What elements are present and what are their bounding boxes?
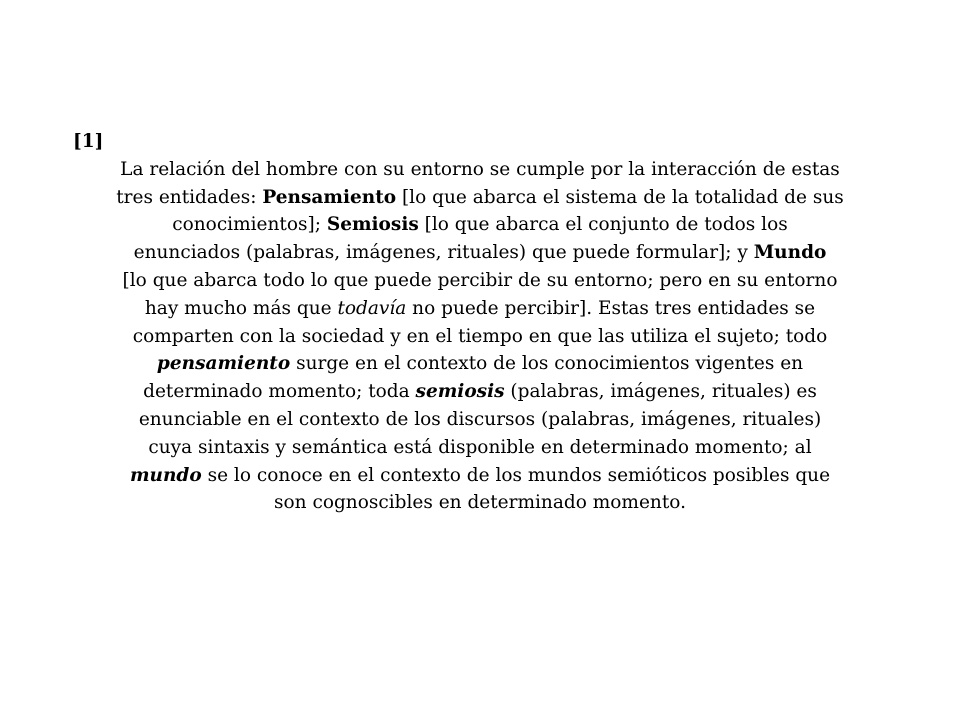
paragraph-line — [60, 350, 900, 378]
text-run: comparten con la sociedad y en el tiempo en que las utiliza el sujeto; todo — [132, 325, 828, 347]
paragraph-line — [60, 211, 900, 239]
paragraph-line — [60, 239, 900, 267]
text-run: cuya sintaxis y semántica está disponible en determinado momento; al — [148, 436, 812, 458]
emphasized-text: Pensamiento — [262, 186, 397, 208]
body-paragraph — [60, 156, 900, 517]
emphasized-text: semiosis — [415, 381, 505, 403]
paragraph-line — [60, 156, 900, 184]
emphasized-text: pensamiento — [156, 353, 291, 375]
text-run: surge en el contexto de los conocimientos vigentes en — [290, 353, 804, 375]
text-run: [lo que abarca el sistema de la totalidad de sus — [396, 186, 844, 208]
emphasized-text: Semiosis — [326, 214, 419, 236]
paragraph-line — [60, 434, 900, 462]
text-run: [lo que abarca el conjunto de todos los — [418, 214, 788, 236]
paragraph-line — [60, 462, 900, 490]
text-run: La relación del hombre con su entorno se cumple por la interacción de estas — [120, 158, 840, 180]
text-run: tres entidades: — [116, 186, 263, 208]
paragraph-line — [60, 406, 900, 434]
paragraph-line — [60, 378, 900, 406]
text-run: se lo conoce en el contexto de los mundos semióticos posibles que — [201, 464, 831, 486]
reference-number: [1] — [73, 131, 104, 152]
text-run: enunciados (palabras, imágenes, rituales) que puede formular]; y — [133, 242, 754, 264]
paragraph-line — [60, 489, 900, 517]
emphasized-text: todavía — [337, 297, 407, 319]
text-run: hay mucho más que — [144, 297, 338, 319]
document-text-block — [60, 128, 900, 517]
text-run: son cognoscibles en determinado momento. — [274, 492, 686, 514]
text-run: enunciable en el contexto de los discursos (palabras, imágenes, rituales) — [138, 408, 822, 430]
emphasized-text: Mundo — [753, 242, 827, 264]
paragraph-line — [60, 323, 900, 351]
emphasized-text: mundo — [129, 464, 202, 486]
paragraph-line — [60, 295, 900, 323]
paragraph-line — [60, 184, 900, 212]
text-run: (palabras, imágenes, rituales) es — [504, 381, 817, 403]
text-run: no puede percibir]. Estas tres entidades se — [406, 297, 816, 319]
paragraph-line — [60, 267, 900, 295]
text-run: [lo que abarca todo lo que puede percibir de su entorno; pero en su entorno — [122, 269, 838, 291]
text-run: determinado momento; toda — [143, 381, 416, 403]
text-run: conocimientos]; — [172, 214, 327, 236]
